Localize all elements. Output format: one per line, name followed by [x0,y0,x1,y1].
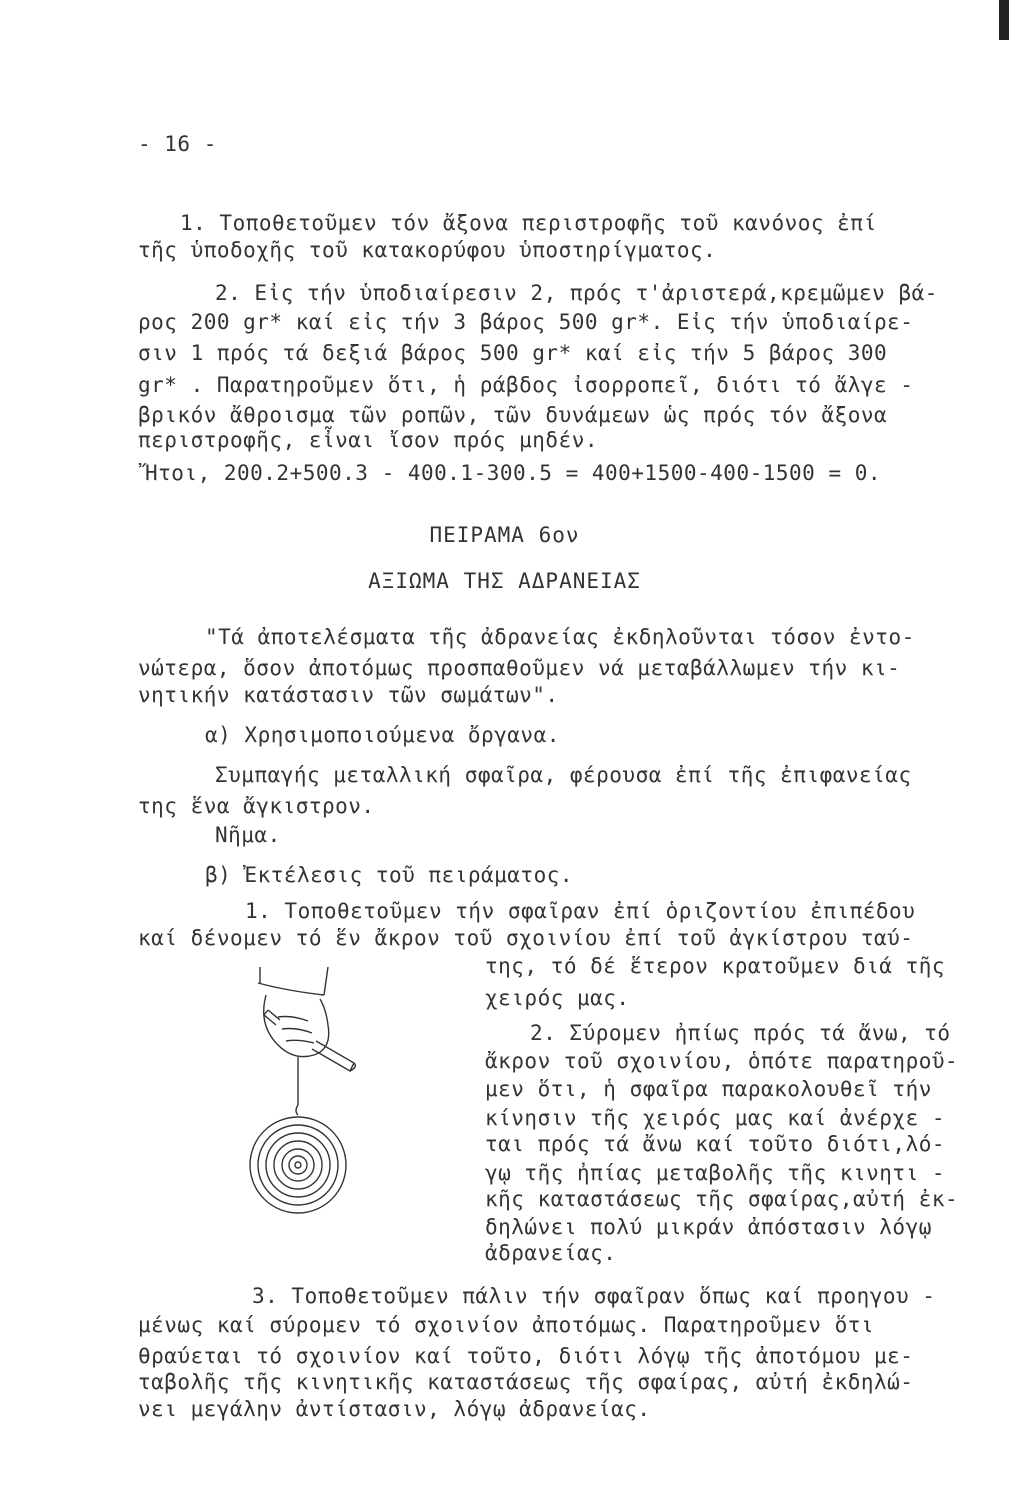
step2-line-7: κῆς καταστάσεως τῆς σφαίρας,αὐτή ἐκ- [485,1187,959,1211]
step3-line-4: ταβολῆς τῆς κινητικῆς καταστάσεως τῆς σφαίρας, αὐτή ἐκδηλώ- [138,1370,914,1394]
step3-line-2: μένως καί σύρομεν τό σχοινίον ἀποτόμως. Παρατηροῦμεν ὅτι [138,1313,875,1337]
para2-line-4: gr* . Παρατηροῦμεν ὅτι, ἡ ράβδος ἰσορροπεῖ, διότι τό ἄλγε - [138,373,914,397]
tools-line-3: Νῆμα. [215,823,281,847]
step2-line-6: γῳ τῆς ἠπίας μεταβολῆς τῆς κινητι - [485,1161,946,1185]
step1-line-1: 1. Τοποθετοῦμεν τήν σφαῖραν ἐπί ὁριζοντίου ἐπιπέδου [245,899,916,923]
step2-line-4: κίνησιν τῆς χειρός μας καί ἀνέρχε - [485,1106,946,1130]
para2-line-5: βρικόν ἄθροισμα τῶν ροπῶν, τῶν δυνάμεων ὡς πρός τόν ἄξονα [138,403,888,427]
step2-line-2: ἄκρον τοῦ σχοινίου, ὁπότε παρατηροῦ- [485,1049,959,1073]
step3-line-3: θραύεται τό σχοινίον καί τοῦτο, διότι λόγῳ τῆς ἀποτόμου με- [138,1344,914,1368]
para2-line-1: 2. Εἰς τήν ὑποδιαίρεσιν 2, πρός τ'ἀριστερά,κρεμῶμεν βά- [215,281,938,305]
tools-line-1: Συμπαγής μεταλλική σφαῖρα, φέρουσα ἐπί τῆς ἐπιφανείας [215,763,912,787]
step1-line-3: της, τό δέ ἕτερον κρατοῦμεν διά τῆς [485,954,946,978]
equation-line: Ἤτοι, 200.2+500.3 - 400.1-300.5 = 400+1500-400-1500 = 0. [145,461,882,485]
step2-line-5: ται πρός τά ἄνω καί τοῦτο διότι,λό- [485,1132,946,1156]
tools-line-2: της ἕνα ἄγκιστρον. [138,794,375,818]
experiment-title: ΠΕΙΡΑΜΑ 6ον [429,523,580,547]
step2-line-9: ἀδρανείας. [485,1241,617,1265]
para2-line-3: σιν 1 πρός τά δεξιά βάρος 500 gr* καί εἰς τήν 5 βάρος 300 [138,341,888,365]
para1-line-2: τῆς ὑποδοχῆς τοῦ κατακορύφου ὑποστηρίγματος. [138,238,717,262]
scan-edge-mark [999,0,1009,40]
step2-line-3: μεν ὅτι, ἡ σφαῖρα παρακολουθεῖ τήν [485,1077,932,1101]
para2-line-2: ρος 200 gr* καί εἰς τήν 3 βάρος 500 gr*. Εἰς τήν ὑποδιαίρε- [138,310,914,334]
step1-line-2: καί δένομεν τό ἕν ἄκρον τοῦ σχοινίου ἐπί τοῦ ἀγκίστρου ταύ- [138,926,914,950]
page-number: - 16 - [138,132,217,156]
step3-line-5: νει μεγάλην ἀντίστασιν, λόγῳ ἀδρανείας. [138,1397,651,1421]
experiment-subtitle: ΑΞΙΩΜΑ ΤΗΣ ΑΔΡΑΝΕΙΑΣ [368,569,641,593]
para1-line-1: 1. Τοποθετοῦμεν τόν ἄξονα περιστροφῆς τοῦ κανόνος ἐπί [180,211,877,235]
axiom-line-3: νητικήν κατάστασιν τῶν σωμάτων". [138,683,559,707]
step2-line-1: 2. Σύρομεν ἠπίως πρός τά ἄνω, τό [530,1021,951,1045]
axiom-line-2: νώτερα, ὅσον ἀποτόμως προσπαθοῦμεν νά μεταβάλλωμεν τήν κι- [138,656,901,680]
step2-line-8: δηλώνει πολύ μικράν ἀπόστασιν λόγῳ [485,1215,932,1239]
section-a-heading: α) Χρησιμοποιούμενα ὄργανα. [205,723,560,747]
section-b-heading: β) Ἐκτέλεσις τοῦ πειράματος. [205,863,574,887]
step1-line-4: χειρός μας. [485,986,630,1010]
hand-ball-illustration [228,965,388,1225]
axiom-line-1: "Τά ἀποτελέσματα τῆς ἀδρανείας ἐκδηλοῦνται τόσον ἐντο- [205,625,915,649]
para2-line-6: περιστροφῆς, εἶναι ἴσον πρός μηδέν. [138,428,599,452]
step3-line-1: 3. Τοποθετοῦμεν πάλιν τήν σφαῖραν ὅπως καί προηγου - [252,1284,936,1308]
